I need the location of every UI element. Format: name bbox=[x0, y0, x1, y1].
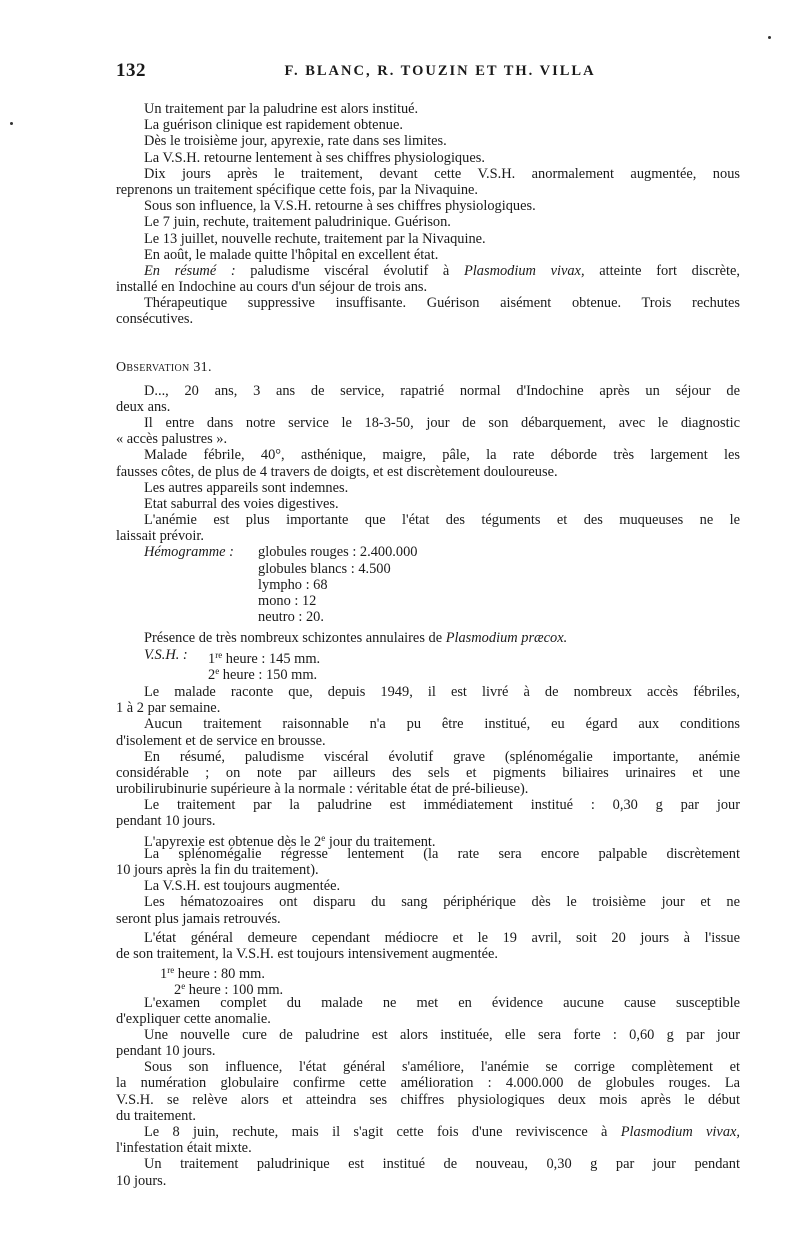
scan-speck bbox=[768, 36, 771, 39]
text-line: En résumé, paludisme viscéral évolutif grave (splénomégalie importante, anémie bbox=[144, 748, 740, 765]
text-line: Dès le troisième jour, apyrexie, rate dans ses limites. bbox=[144, 133, 447, 150]
text-line: Aucun traitement raisonnable n'a pu être institué, eu égard aux conditions bbox=[144, 716, 740, 733]
text-line: Etat saburral des voies digestives. bbox=[144, 495, 339, 512]
text-span: 1 bbox=[208, 650, 216, 667]
text-line: 10 jours. bbox=[116, 1172, 167, 1189]
superscript: e bbox=[181, 981, 186, 992]
apyrexie-line bbox=[116, 830, 740, 850]
text-span: 1 bbox=[160, 966, 168, 983]
text-line: La V.S.H. retourne lentement à ses chiffres physiologiques. bbox=[144, 149, 485, 166]
text-line: V.S.H. se relève alors et atteindra ses chiffres physiologiques deux mois après le début bbox=[116, 1091, 740, 1108]
relapse-line bbox=[116, 1124, 740, 1140]
hemogram-red-cells: globules rouges : 2.400.000 bbox=[258, 544, 418, 561]
text-span: Le 8 juin, rechute, mais il s'agit cette fois d'une reviviscence à bbox=[144, 1124, 621, 1141]
text-line: deux ans. bbox=[116, 398, 171, 415]
text-line: consécutives. bbox=[116, 311, 194, 328]
text-line: urobilirubinurie supérieure à la normale : véritable état de pré-bilieuse). bbox=[116, 781, 529, 798]
text-line: d'isolement et de service en brousse. bbox=[116, 732, 326, 749]
text-line: 10 jours après la fin du traitement). bbox=[116, 862, 319, 879]
page-header bbox=[116, 60, 740, 86]
text-span: heure : 100 mm. bbox=[185, 982, 284, 999]
page-body bbox=[116, 101, 740, 1189]
summary-line bbox=[116, 263, 740, 279]
text-line: Les autres appareils sont indemnes. bbox=[144, 479, 349, 496]
text-line: D..., 20 ans, 3 ans de service, rapatrié normal d'Indochine après un séjour de bbox=[144, 382, 740, 399]
text-span: jour du traitement. bbox=[325, 833, 436, 850]
hemogram-lympho: lympho : 68 bbox=[258, 576, 328, 593]
hemogram-white-cells: globules blancs : 4.500 bbox=[258, 560, 391, 577]
vsh-label: V.S.H. : bbox=[144, 646, 188, 663]
summary-label: En résumé : bbox=[144, 262, 236, 279]
text-line: Sous son influence, la V.S.H. retourne à ses chiffres physiologiques. bbox=[144, 198, 536, 215]
text-line: Le traitement par la paludrine est immédiatement institué : 0,30 g par jour bbox=[144, 797, 740, 814]
superscript: e bbox=[215, 665, 220, 676]
text-line: pendant 10 jours. bbox=[116, 813, 216, 830]
text-line: Thérapeutique suppressive insuffisante. Guérison aisément obtenue. Trois rechutes bbox=[144, 295, 740, 312]
text-line: reprenons un traitement spécifique cette fois, par la Nivaquine. bbox=[116, 181, 479, 198]
superscript: re bbox=[167, 965, 175, 976]
vsh-repeat-line-1 bbox=[116, 962, 740, 983]
text-span: paludisme viscéral évolutif à bbox=[235, 262, 464, 279]
vsh-first-hour bbox=[208, 647, 320, 667]
text-line: Un traitement par la paludrine est alors institué. bbox=[144, 101, 419, 117]
text-span: Présence de très nombreux schizontes annulaires de bbox=[144, 630, 446, 647]
text-line: la numération globulaire confirme cette amélioration : 4.000.000 de globules rouges. La bbox=[116, 1075, 740, 1092]
text-line: Une nouvelle cure de paludrine est alors instituée, elle sera forte : 0,60 g par jour bbox=[144, 1026, 740, 1043]
superscript: re bbox=[215, 649, 223, 660]
text-line: installé en Indochine au cours d'un séjour de trois ans. bbox=[116, 279, 428, 296]
page-number: 132 bbox=[116, 60, 146, 81]
text-line: laissait prévoir. bbox=[116, 528, 204, 545]
text-line: pendant 10 jours. bbox=[116, 1043, 216, 1060]
text-span: 2 bbox=[174, 982, 182, 999]
text-line: Le malade raconte que, depuis 1949, il est livré à de nombreux accès fébriles, bbox=[144, 683, 740, 700]
hemogram-label: Hémogramme : bbox=[144, 544, 234, 561]
text-span: L'apyrexie est obtenue dès le 2 bbox=[144, 833, 322, 850]
text-line: Dix jours après le traitement, devant cette V.S.H. anormalement augmentée, nous bbox=[144, 165, 740, 182]
species-name: Plasmodium præcox. bbox=[445, 630, 568, 647]
text-line: Malade fébrile, 40°, asthénique, maigre, pâle, la rate déborde très largement les bbox=[144, 447, 740, 464]
text-line: Un traitement paludrinique est institué de nouveau, 0,30 g par jour pendant bbox=[144, 1156, 740, 1173]
text-line: fausses côtes, de plus de 4 travers de doigts, et est discrètement douloureuse. bbox=[116, 463, 558, 480]
text-line: l'infestation était mixte. bbox=[116, 1140, 252, 1157]
text-line: d'expliquer cette anomalie. bbox=[116, 1010, 271, 1027]
hemogram-line bbox=[116, 544, 740, 560]
hemogram-mono: mono : 12 bbox=[258, 593, 317, 610]
text-line: L'examen complet du malade ne met en évidence aucune cause susceptible bbox=[144, 994, 740, 1011]
vsh-line-1 bbox=[116, 646, 740, 667]
vsh-repeat-line-2 bbox=[116, 978, 740, 999]
text-span: atteinte fort discrète, bbox=[584, 262, 740, 279]
text-line: La splénomégalie régresse lentement (la rate sera encore palpable discrètement bbox=[144, 845, 740, 862]
text-line: La V.S.H. est toujours augmentée. bbox=[144, 878, 341, 895]
species-name: Plasmodium vivax, bbox=[620, 1124, 740, 1141]
text-line: Le 7 juin, rechute, traitement paludrinique. Guérison. bbox=[144, 214, 451, 231]
text-line: du traitement. bbox=[116, 1107, 196, 1124]
text-line: Les hématozoaires ont disparu du sang périphérique dès le troisième jour et ne bbox=[144, 894, 740, 911]
text-line: Il entre dans notre service le 18-3-50, jour de son débarquement, avec le diagnostic bbox=[144, 414, 740, 431]
text-span: 2 bbox=[208, 666, 216, 683]
text-line: « accès palustres ». bbox=[116, 431, 228, 448]
text-line: L'anémie est plus importante que l'état des téguments et des muqueuses ne le bbox=[144, 512, 740, 529]
observation-heading: Observation 31. bbox=[116, 360, 212, 376]
text-span: heure : 150 mm. bbox=[219, 666, 318, 683]
text-line: Sous son influence, l'état général s'améliore, l'anémie se corrige complètement et bbox=[144, 1059, 740, 1076]
scan-speck bbox=[10, 122, 13, 125]
text-line: 1 à 2 par semaine. bbox=[116, 700, 221, 717]
superscript: e bbox=[321, 832, 326, 843]
text-line: L'état général demeure cependant médiocre et le 19 avril, soit 20 jours à l'issue bbox=[144, 929, 740, 946]
species-name: Plasmodium vivax, bbox=[463, 262, 585, 279]
text-line: considérable ; on note par ailleurs des sels et pigments biliaires urinaires et une bbox=[116, 764, 740, 781]
schizont-line bbox=[116, 630, 740, 646]
hemogram-neutro: neutro : 20. bbox=[258, 609, 324, 626]
text-span: heure : 80 mm. bbox=[174, 966, 265, 983]
running-title: F. BLANC, R. TOUZIN ET TH. VILLA bbox=[284, 63, 596, 79]
text-line: En août, le malade quitte l'hôpital en excellent état. bbox=[144, 246, 439, 263]
text-span: heure : 145 mm. bbox=[222, 650, 321, 667]
text-line: Le 13 juillet, nouvelle rechute, traitement par la Nivaquine. bbox=[144, 230, 486, 247]
text-line: seront plus jamais retrouvés. bbox=[116, 910, 281, 927]
text-line: La guérison clinique est rapidement obtenue. bbox=[144, 117, 403, 134]
text-line: de son traitement, la V.S.H. est toujours intensivement augmentée. bbox=[116, 945, 498, 962]
